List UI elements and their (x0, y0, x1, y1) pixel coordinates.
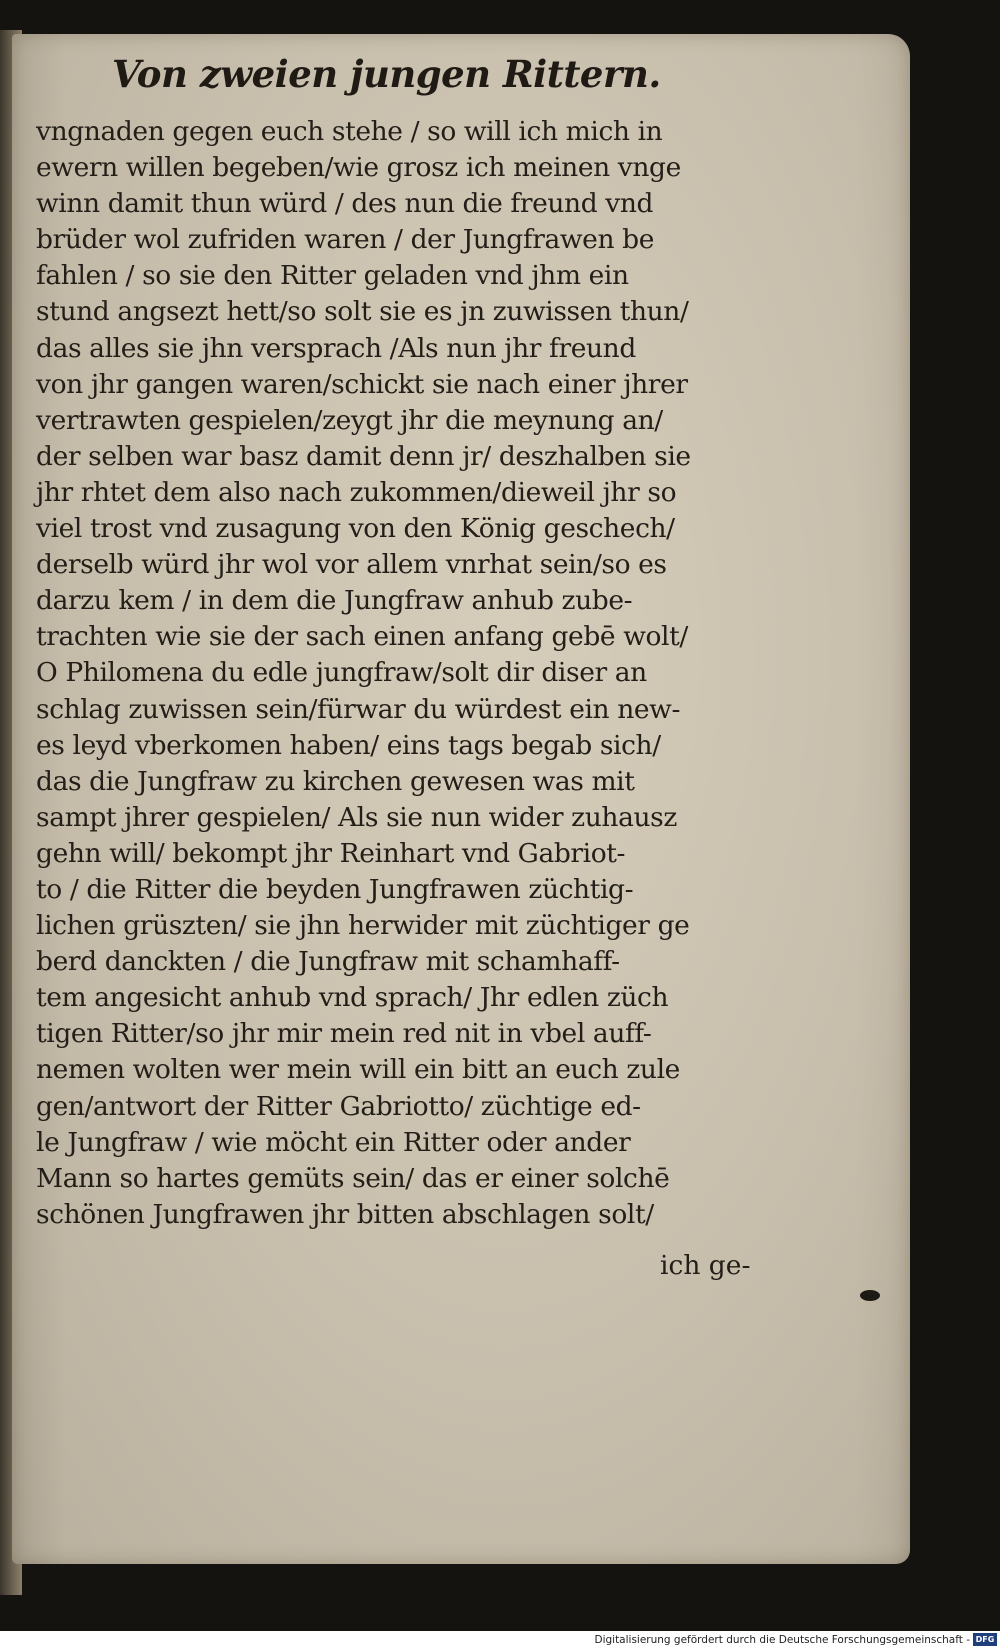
text-line: es leyd vberkomen haben/ eins tags begab sich/ (36, 729, 661, 761)
text-line: darzu kem / in dem die Jungfraw anhub zube- (36, 585, 633, 617)
text-line: winn damit thun würd / des nun die freund vnd (36, 188, 654, 220)
footer-credit: Digitalisierung gefördert durch die Deutsche Forschungsgemeinschaft - (594, 1634, 970, 1646)
digitization-footer (0, 1631, 1000, 1649)
text-line: fahlen / so sie den Ritter geladen vnd jhm ein (36, 260, 629, 292)
text-line: gen/antwort der Ritter Gabriotto/ züchtige ed- (36, 1090, 641, 1122)
text-line: lichen grüszten/ sie jhn herwider mit züchtiger ge (36, 910, 690, 942)
text-line: schönen Jungfrawen jhr bitten abschlagen solt/ (36, 1198, 654, 1230)
catchword: ich ge- (660, 1250, 751, 1281)
dfg-logo-icon: DFG (973, 1633, 997, 1646)
text-line: gehn will/ bekompt jhr Reinhart vnd Gabriot- (36, 837, 626, 869)
text-line: brüder wol zufriden waren / der Jungfrawen be (36, 224, 655, 256)
text-line: O Philomena du edle jungfraw/solt dir diser an (36, 657, 647, 689)
text-line: vertrawten gespielen/zeygt jhr die meynung an/ (36, 404, 663, 436)
text-line: tem angesicht anhub vnd sprach/ Jhr edlen züch (36, 982, 669, 1014)
text-line: schlag zuwissen sein/fürwar du würdest ein new- (36, 693, 681, 725)
text-line: nemen wolten wer mein will ein bitt an euch zule (36, 1054, 680, 1086)
text-line: le Jungfraw / wie möcht ein Ritter oder ander (36, 1126, 631, 1158)
text-line: das alles sie jhn versprach /Als nun jhr freund (36, 332, 636, 364)
text-line: der selben war basz damit denn jr/ deszhalben sie (36, 440, 691, 472)
text-line: von jhr gangen waren/schickt sie nach einer jhrer (36, 368, 688, 400)
body-text (36, 114, 776, 1233)
text-line: berd danckten / die Jungfraw mit schamhaff- (36, 946, 620, 978)
text-line: ewern willen begeben/wie grosz ich meinen vnge (36, 152, 681, 184)
running-head: Von zweien jungen Rittern. (112, 52, 661, 96)
text-line: Mann so hartes gemüts sein/ das er einer solchē (36, 1162, 670, 1194)
text-line: vngnaden gegen euch stehe / so will ich mich in (36, 116, 663, 147)
text-line: sampt jhrer gespielen/ Als sie nun wider zuhausz (36, 801, 677, 833)
text-line: viel trost vnd zusagung von den König geschech/ (36, 513, 675, 545)
text-line: derselb würd jhr wol vor allem vnrhat sein/so es (36, 549, 667, 581)
text-line: to / die Ritter die beyden Jungfrawen züchtig- (36, 873, 634, 905)
text-line: jhr rhtet dem also nach zukommen/dieweil jhr so (36, 476, 677, 508)
text-line: trachten wie sie der sach einen anfang gebē wolt/ (36, 621, 688, 653)
text-line: tigen Ritter/so jhr mir mein red nit in vbel auff- (36, 1018, 652, 1050)
text-line: stund angsezt hett/so solt sie es jn zuwissen thun/ (36, 296, 689, 328)
text-line: das die Jungfraw zu kirchen gewesen was mit (36, 765, 635, 797)
ink-blot (860, 1290, 880, 1301)
